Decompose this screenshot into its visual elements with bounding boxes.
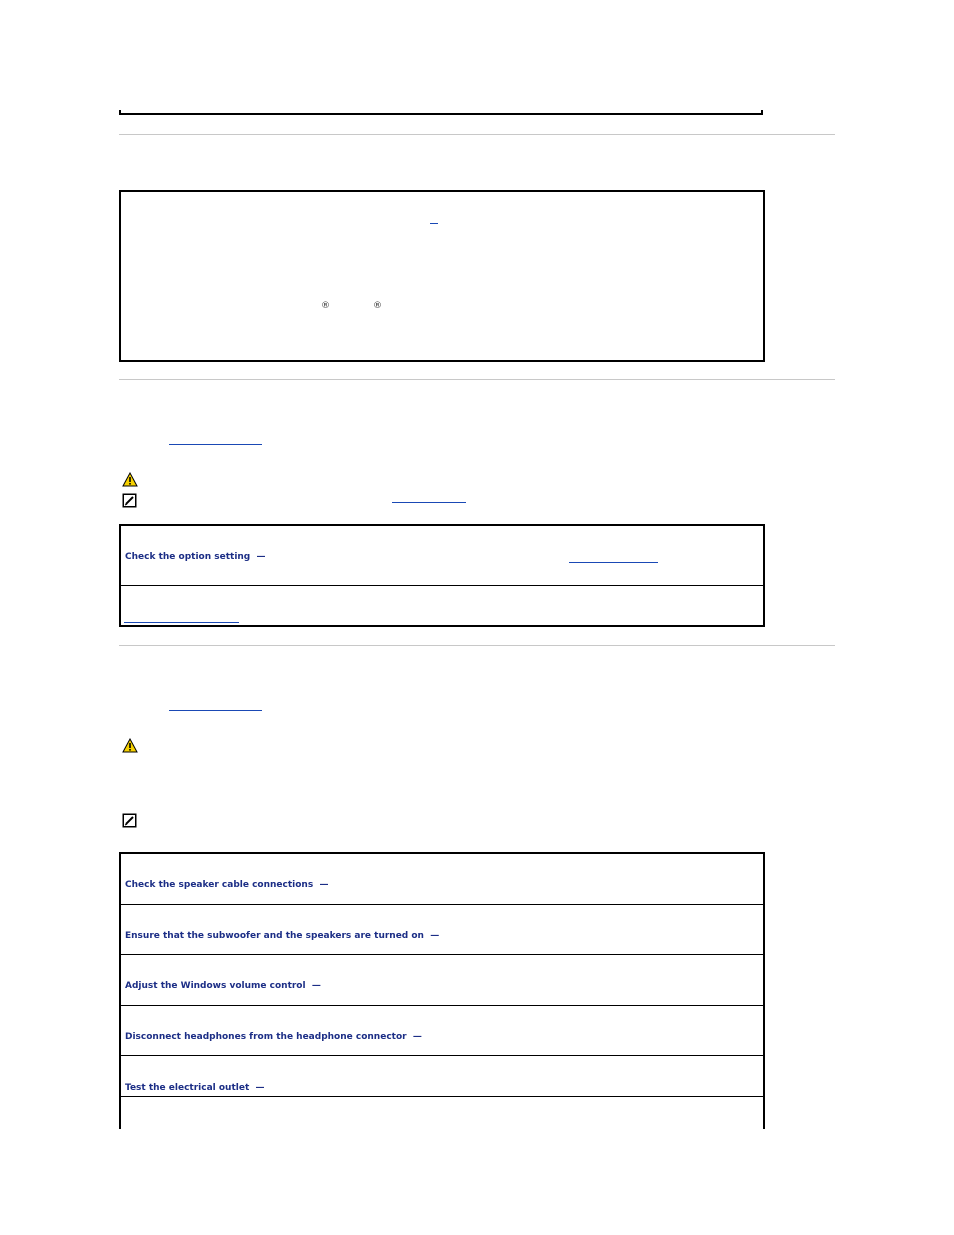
- section-optional-link[interactable]: [169, 444, 262, 445]
- top-box-left-tick: [119, 110, 121, 115]
- row-separator: [121, 1096, 763, 1097]
- optional-table: [119, 524, 765, 627]
- section-divider-3: [119, 645, 835, 646]
- row-separator: [121, 954, 763, 955]
- row-separator: [121, 1055, 763, 1056]
- table-row-label: Check the option setting —: [125, 552, 266, 562]
- speakers-table: [119, 852, 765, 1129]
- table-row-label: Check the speaker cable connections —: [125, 880, 329, 890]
- section-speakers-link[interactable]: [169, 710, 262, 711]
- info-box-link[interactable]: [430, 223, 438, 224]
- info-box: [119, 190, 765, 362]
- note-pencil-icon: [122, 493, 137, 508]
- row-separator: [121, 1005, 763, 1006]
- note-link[interactable]: [392, 502, 466, 503]
- row-link[interactable]: [569, 562, 658, 563]
- table-row-label: Disconnect headphones from the headphone connector —: [125, 1032, 422, 1042]
- row-link-2[interactable]: [124, 622, 239, 623]
- table-row-label: Adjust the Windows volume control —: [125, 981, 321, 991]
- note-pencil-icon: [122, 813, 137, 828]
- registered-mark-2: ®: [373, 301, 382, 311]
- table-row-label: Ensure that the subwoofer and the speakers are turned on —: [125, 931, 440, 941]
- top-box-bottom-border: [119, 113, 763, 115]
- table-row-label: Test the electrical outlet —: [125, 1083, 265, 1093]
- registered-mark-1: ®: [321, 301, 330, 311]
- row-separator: [121, 585, 763, 586]
- row-separator: [121, 904, 763, 905]
- caution-triangle-icon: [122, 738, 138, 753]
- section-divider-2: [119, 379, 835, 380]
- caution-triangle-icon: [122, 472, 138, 487]
- section-divider-1: [119, 134, 835, 135]
- top-box-right-tick: [761, 110, 763, 115]
